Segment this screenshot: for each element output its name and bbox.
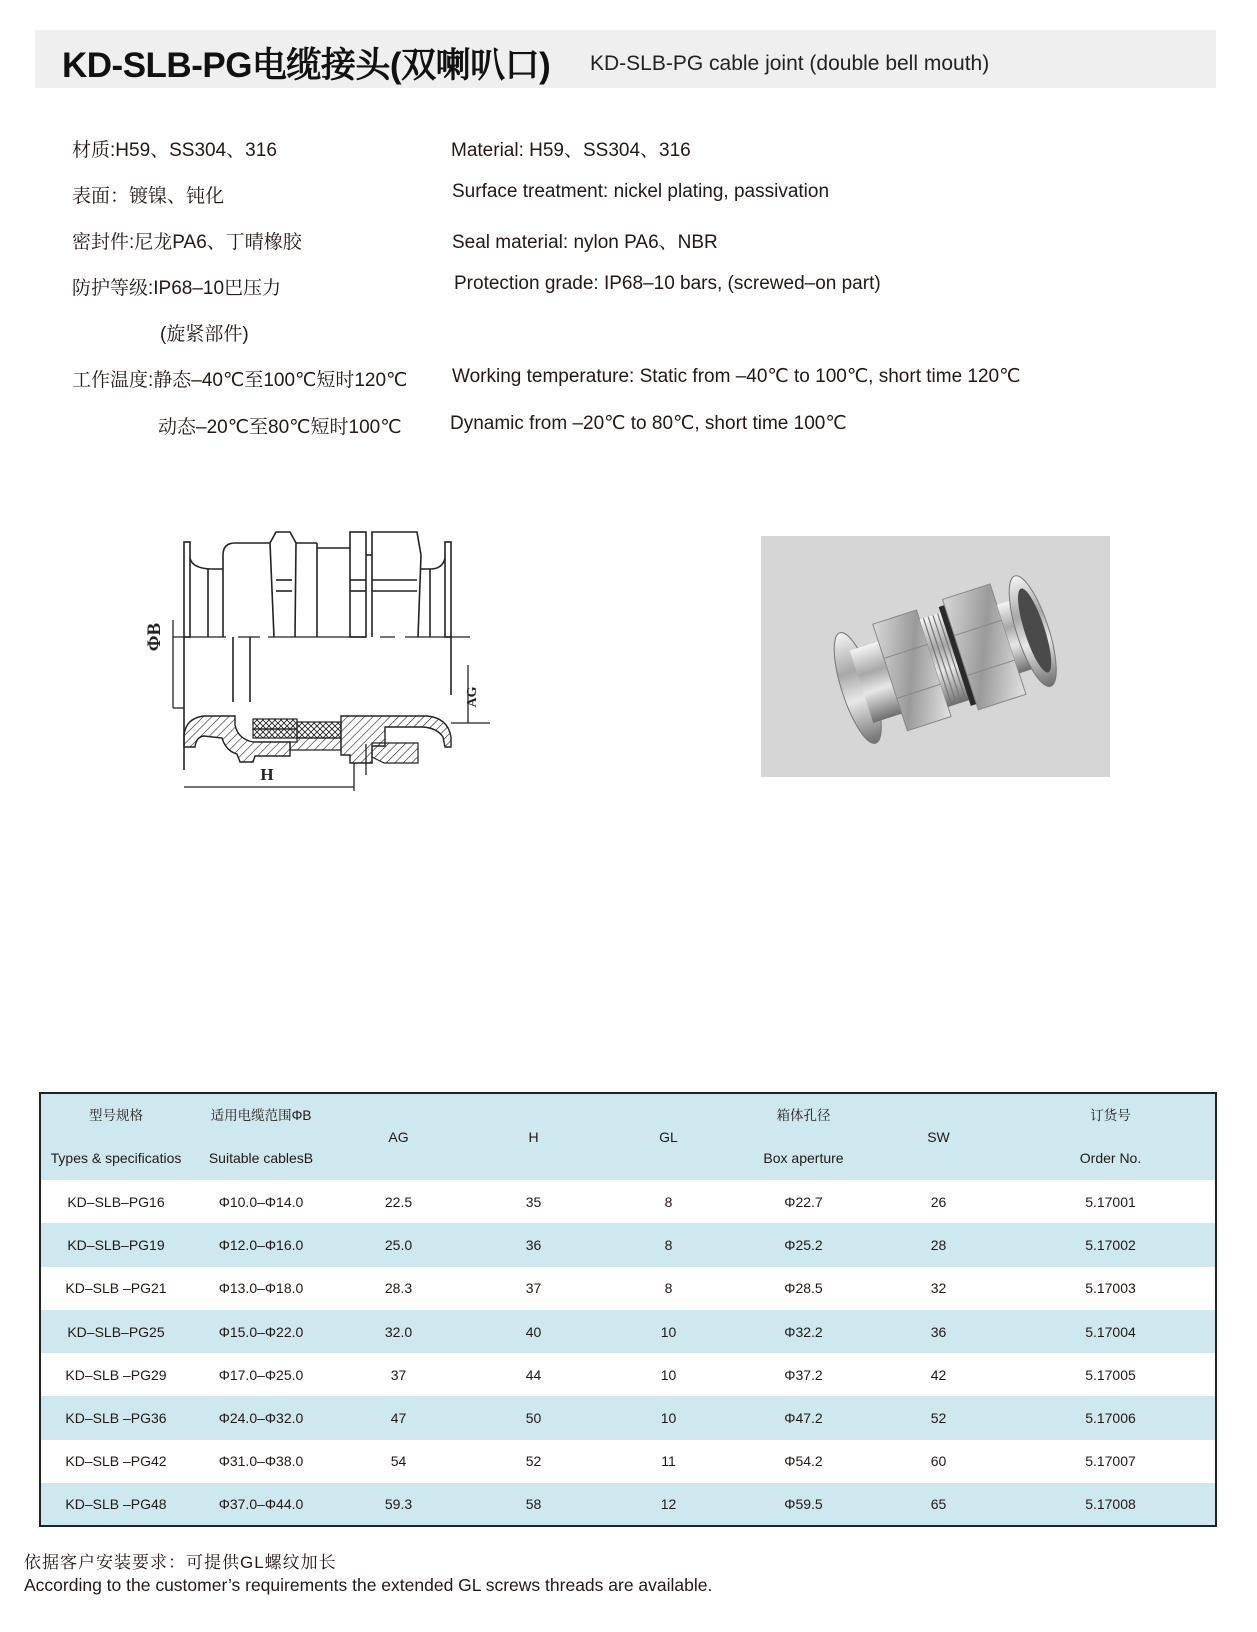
cell-ag: 22.5 — [384, 1193, 413, 1210]
cell-gl: 12 — [660, 1496, 677, 1513]
cell-sw: 65 — [930, 1496, 947, 1513]
cell-ag: 54 — [390, 1453, 407, 1470]
cell-sw: 42 — [930, 1366, 947, 1383]
cell-order-no: 5.17004 — [1085, 1323, 1136, 1340]
cell-h: 37 — [525, 1280, 542, 1297]
cell-box-aperture: Φ37.2 — [784, 1366, 823, 1383]
page-subtitle: KD-SLB-PG cable joint (double bell mouth) — [590, 52, 990, 75]
cell-order-no: 5.17008 — [1085, 1496, 1136, 1513]
table-row — [40, 1353, 1216, 1396]
cell-gl: 8 — [664, 1193, 673, 1210]
col-header-box-aperture: 箱体孔径 Box aperture — [763, 1108, 844, 1166]
spec-seal-cn: 密封件:尼龙PA6、丁晴橡胶 — [72, 232, 302, 253]
spec-surface-cn: 表面：镀镍、钝化 — [72, 186, 225, 207]
cell-h: 44 — [525, 1366, 542, 1383]
table-row — [40, 1483, 1216, 1526]
spec-material-cn: 材质:H59、SS304、316 — [72, 140, 277, 161]
cell-box-aperture: Φ47.2 — [784, 1410, 823, 1427]
cell-box-aperture: Φ25.2 — [784, 1236, 823, 1253]
cable-gland-photo — [761, 536, 1110, 777]
cell-h: 36 — [525, 1236, 542, 1253]
table-row — [40, 1396, 1216, 1439]
dim-label-ag: AG — [465, 686, 480, 708]
cell-box-aperture: Φ32.2 — [784, 1323, 823, 1340]
cell-cable-range: Φ13.0–Φ18.0 — [218, 1280, 304, 1297]
table-row — [40, 1440, 1216, 1483]
table-row — [40, 1180, 1216, 1223]
spec-seal-en: Seal material: nylon PA6、NBR — [452, 232, 718, 253]
table-body — [40, 1180, 1216, 1526]
cell-gl: 10 — [660, 1410, 677, 1427]
cell-order-no: 5.17006 — [1085, 1410, 1136, 1427]
table-row — [40, 1310, 1216, 1353]
table-row — [40, 1223, 1216, 1266]
dim-label-b: ΦB — [144, 622, 165, 652]
footer-note-cn: 依据客户安装要求：可提供GL螺纹加长 — [24, 1553, 337, 1572]
cell-ag: 32.0 — [384, 1323, 413, 1340]
col-header-order-no: 订货号 Order No. — [1079, 1108, 1142, 1166]
cell-ag: 59.3 — [384, 1496, 413, 1513]
spec-protection-cn: 防护等级:IP68–10巴压力 — [72, 278, 282, 299]
col-header-type: 型号规格 Types & specificatios — [50, 1108, 182, 1166]
col-header-cable-range: 适用电缆范围ΦB Suitable cablesB — [208, 1108, 314, 1166]
cell-sw: 52 — [930, 1410, 947, 1427]
cell-type: KD–SLB–PG16 — [67, 1193, 165, 1210]
cell-cable-range: Φ10.0–Φ14.0 — [218, 1193, 304, 1210]
cell-ag: 25.0 — [384, 1236, 413, 1253]
cell-cable-range: Φ31.0–Φ38.0 — [218, 1453, 304, 1470]
cell-order-no: 5.17001 — [1085, 1193, 1136, 1210]
spec-temp-static-cn: 工作温度:静态–40℃至100℃短时120℃ — [72, 370, 408, 391]
cell-box-aperture: Φ59.5 — [784, 1496, 823, 1513]
spec-table — [39, 1092, 1217, 1527]
cell-gl: 11 — [661, 1453, 676, 1470]
table-row — [40, 1267, 1216, 1310]
cell-order-no: 5.17003 — [1085, 1280, 1136, 1297]
col-header-ag: AG — [388, 1129, 409, 1145]
spec-temp-dynamic-en: Dynamic from –20℃ to 80℃, short time 100℃ — [450, 413, 847, 434]
page-title: KD-SLB-PG电缆接头(双喇叭口) — [62, 46, 551, 85]
cell-cable-range: Φ15.0–Φ22.0 — [218, 1323, 304, 1340]
cell-box-aperture: Φ22.7 — [784, 1193, 823, 1210]
cell-gl: 8 — [664, 1236, 673, 1253]
cell-type: KD–SLB–PG19 — [67, 1236, 165, 1253]
spec-temp-dynamic-cn: 动态–20℃至80℃短时100℃ — [158, 417, 402, 438]
cell-type: KD–SLB–PG25 — [67, 1323, 165, 1340]
product-photo — [761, 536, 1110, 777]
cable-gland-drawing — [140, 525, 500, 795]
technical-drawing — [140, 525, 500, 795]
footer-note — [24, 1552, 712, 1596]
cell-sw: 28 — [930, 1236, 947, 1253]
cell-cable-range: Φ12.0–Φ16.0 — [218, 1236, 304, 1253]
col-header-sw: SW — [927, 1129, 950, 1145]
cell-sw: 32 — [930, 1280, 947, 1297]
cell-h: 40 — [525, 1323, 542, 1340]
cell-cable-range: Φ24.0–Φ32.0 — [218, 1410, 304, 1427]
cell-type: KD–SLB –PG48 — [65, 1496, 167, 1513]
cell-type: KD–SLB –PG29 — [65, 1366, 167, 1383]
spec-protection-note-cn: (旋紧部件) — [160, 324, 249, 345]
spec-surface-en: Surface treatment: nickel plating, passivation — [452, 181, 830, 202]
cell-type: KD–SLB –PG42 — [65, 1453, 167, 1470]
cell-h: 50 — [525, 1410, 542, 1427]
cell-gl: 8 — [664, 1280, 673, 1297]
cell-box-aperture: Φ28.5 — [784, 1280, 823, 1297]
spec-material-en: Material: H59、SS304、316 — [451, 140, 691, 161]
cell-sw: 26 — [930, 1193, 947, 1210]
cell-sw: 60 — [930, 1453, 947, 1470]
cell-h: 58 — [525, 1496, 542, 1513]
cell-type: KD–SLB –PG36 — [65, 1410, 167, 1427]
spec-protection-en: Protection grade: IP68–10 bars, (screwed–on part) — [454, 273, 881, 294]
cell-cable-range: Φ37.0–Φ44.0 — [218, 1496, 304, 1513]
col-header-gl: GL — [659, 1129, 678, 1145]
cell-order-no: 5.17002 — [1085, 1236, 1136, 1253]
dim-label-h: H — [260, 765, 274, 784]
cell-gl: 10 — [660, 1366, 677, 1383]
col-header-h: H — [528, 1129, 539, 1145]
cell-order-no: 5.17007 — [1085, 1453, 1136, 1470]
cell-ag: 47 — [390, 1410, 407, 1427]
cell-gl: 10 — [660, 1323, 677, 1340]
cell-h: 35 — [525, 1193, 542, 1210]
cell-ag: 28.3 — [384, 1280, 413, 1297]
spec-temp-static-en: Working temperature: Static from –40℃ to 100℃, short time 120℃ — [452, 366, 1021, 387]
cell-cable-range: Φ17.0–Φ25.0 — [218, 1366, 304, 1383]
cell-ag: 37 — [390, 1366, 407, 1383]
title-bar — [35, 30, 1216, 88]
cell-sw: 36 — [930, 1323, 947, 1340]
cell-type: KD–SLB –PG21 — [65, 1280, 167, 1297]
cell-h: 52 — [525, 1453, 542, 1470]
cell-order-no: 5.17005 — [1085, 1366, 1136, 1383]
table-header-row — [40, 1093, 1216, 1180]
footer-note-en: According to the customer’s requirements the extended GL screws threads are available. — [24, 1575, 713, 1595]
cell-box-aperture: Φ54.2 — [784, 1453, 823, 1470]
